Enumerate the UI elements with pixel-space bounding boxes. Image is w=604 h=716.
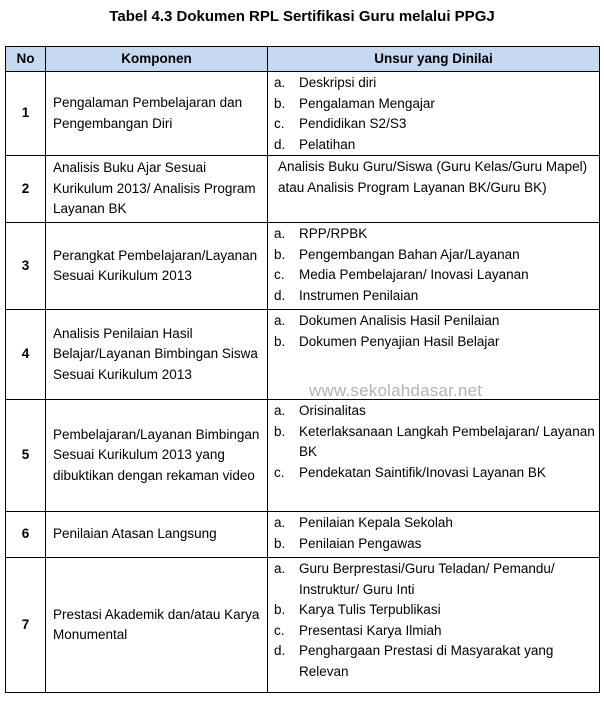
item-text: Keterlaksanaan Langkah Pembelajaran/ Layanan BK <box>299 423 595 459</box>
list-item <box>274 286 595 307</box>
item-text: Pengembangan Bahan Ajar/Layanan <box>299 246 520 262</box>
komponen-cell: Pengalaman Pembelajaran dan Pengembangan Diri <box>46 72 268 156</box>
item-marker: d. <box>274 136 286 152</box>
komponen-cell: Pembelajaran/Layanan Bimbingan Sesuai Kurikulum 2013 yang dibuktikan dengan rekaman video <box>46 400 268 512</box>
table-row <box>6 310 600 400</box>
item-marker: d. <box>274 287 286 303</box>
komponen-cell: Analisis Buku Ajar Sesuai Kurikulum 2013/ Analisis Program Layanan BK <box>46 156 268 223</box>
item-marker: a. <box>274 403 286 418</box>
list-item <box>274 114 595 135</box>
table-row <box>6 558 600 693</box>
item-text: Orisinalitas <box>299 403 366 418</box>
list-item <box>274 94 595 115</box>
list-item <box>274 332 595 353</box>
item-text: Pelatihan <box>299 136 356 152</box>
row-number: 5 <box>6 400 46 512</box>
row-number: 3 <box>6 223 46 310</box>
header-no: No <box>6 47 46 72</box>
table-body <box>6 72 600 693</box>
item-marker: a. <box>274 226 286 241</box>
komponen-cell: Penilaian Atasan Langsung <box>46 512 268 558</box>
list-item <box>274 135 595 156</box>
item-text: Dokumen Analisis Hasil Penilaian <box>299 313 500 328</box>
list-item <box>274 73 595 94</box>
unsur-cell <box>268 512 600 558</box>
list-item <box>274 641 595 682</box>
row-number: 7 <box>6 558 46 693</box>
item-marker: b. <box>274 535 286 551</box>
list-item <box>274 311 595 332</box>
komponen-cell: Prestasi Akademik dan/atau Karya Monumental <box>46 558 268 693</box>
unsur-cell: Analisis Buku Guru/Siswa (Guru Kelas/Guru Mapel) atau Analisis Program Layanan BK/Guru BK) <box>268 156 600 223</box>
item-marker: d. <box>274 643 286 658</box>
unsur-list <box>274 224 595 306</box>
header-row <box>6 47 600 72</box>
header-unsur: Unsur yang Dinilai <box>268 47 600 72</box>
list-item <box>274 463 595 484</box>
list-item <box>274 600 595 621</box>
item-marker: a. <box>274 313 286 328</box>
row-number: 2 <box>6 156 46 223</box>
komponen-cell: Perangkat Pembelajaran/Layanan Sesuai Kurikulum 2013 <box>46 223 268 310</box>
table-row <box>6 223 600 310</box>
table-row <box>6 72 600 156</box>
row-number: 4 <box>6 310 46 400</box>
item-marker: b. <box>274 423 286 439</box>
list-item <box>274 245 595 266</box>
list-item <box>274 224 595 245</box>
komponen-cell: Analisis Penilaian Hasil Belajar/Layanan Bimbingan Siswa Sesuai Kurikulum 2013 <box>46 310 268 400</box>
item-text: Dokumen Penyajian Hasil Belajar <box>299 333 500 349</box>
item-text: Pendidikan S2/S3 <box>299 116 407 131</box>
row-number: 1 <box>6 72 46 156</box>
table-title: Tabel 4.3 Dokumen RPL Sertifikasi Guru melalui PPGJ <box>109 8 495 25</box>
item-text: Guru Berprestasi/Guru Teladan/ Pemandu/ Instruktur/ Guru Inti <box>299 561 555 597</box>
item-text: Penilaian Pengawas <box>299 535 422 551</box>
unsur-cell <box>268 72 600 156</box>
table-row <box>6 512 600 558</box>
list-item <box>274 559 595 600</box>
item-marker: a. <box>274 75 286 90</box>
table-header <box>6 47 600 72</box>
rpl-table <box>5 46 600 693</box>
list-item <box>274 422 595 463</box>
unsur-list <box>274 401 595 483</box>
item-marker: b. <box>274 246 286 262</box>
list-item <box>274 401 595 422</box>
list-item <box>274 513 595 534</box>
item-marker: c. <box>274 464 285 480</box>
item-marker: a. <box>274 515 286 530</box>
unsur-cell <box>268 400 600 512</box>
item-text: Penilaian Kepala Sekolah <box>299 515 453 530</box>
unsur-cell <box>268 223 600 310</box>
item-marker: b. <box>274 333 286 349</box>
item-marker: c. <box>274 116 285 131</box>
header-komponen: Komponen <box>46 47 268 72</box>
item-text: Karya Tulis Terpublikasi <box>299 602 441 617</box>
list-item <box>274 621 595 642</box>
unsur-list <box>274 559 595 682</box>
table-row <box>6 156 600 223</box>
list-item <box>274 534 595 555</box>
unsur-list <box>274 513 595 554</box>
item-text: Pendekatan Saintifik/Inovasi Layanan BK <box>299 464 546 480</box>
item-marker: a. <box>274 561 286 576</box>
row-number: 6 <box>6 512 46 558</box>
item-text: Penghargaan Prestasi di Masyarakat yang Relevan <box>299 643 554 679</box>
item-text: RPP/RPBK <box>299 226 368 241</box>
list-item <box>274 265 595 286</box>
item-text: Deskripsi diri <box>299 75 377 90</box>
item-text: Pengalaman Mengajar <box>299 95 435 111</box>
item-marker: b. <box>274 602 286 617</box>
table-row <box>6 400 600 512</box>
unsur-cell <box>268 558 600 693</box>
item-text: Instrumen Penilaian <box>299 287 419 303</box>
item-marker: c. <box>274 267 285 282</box>
watermark: www.sekolahdasar.net <box>309 381 483 400</box>
unsur-list <box>274 311 595 352</box>
item-text: Presentasi Karya Ilmiah <box>299 622 442 638</box>
item-marker: c. <box>274 622 285 638</box>
item-text: Media Pembelajaran/ Inovasi Layanan <box>299 267 529 282</box>
unsur-list <box>274 73 595 155</box>
item-marker: b. <box>274 95 286 111</box>
